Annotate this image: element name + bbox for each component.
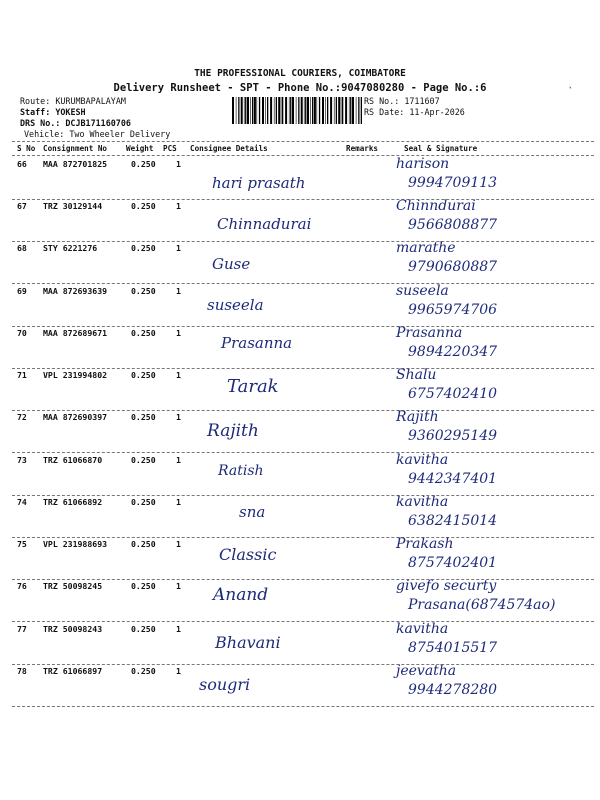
row-consignment-no: TRZ 61066897 bbox=[43, 666, 103, 676]
col-consignee: Consignee Details bbox=[190, 144, 268, 153]
drs-label: DRS No.: bbox=[20, 118, 61, 128]
row-consignee-handwritten: Chinnadurai bbox=[217, 215, 312, 233]
table-row bbox=[0, 367, 600, 412]
row-sno: 75 bbox=[17, 539, 27, 549]
row-pcs: 1 bbox=[176, 370, 181, 380]
row-weight: 0.250 bbox=[131, 624, 156, 634]
vehicle-label: Vehicle: bbox=[24, 129, 65, 139]
row-signature-phone: 9894220347 bbox=[408, 344, 498, 360]
row-signature-phone: 9790680887 bbox=[408, 259, 498, 275]
row-consignee-handwritten: Guse bbox=[212, 255, 251, 273]
row-divider bbox=[12, 452, 594, 453]
row-pcs: 1 bbox=[176, 201, 181, 211]
table-row bbox=[0, 578, 600, 623]
row-pcs: 1 bbox=[176, 412, 181, 422]
company-title: THE PROFESSIONAL COURIERS, COIMBATORE bbox=[194, 68, 406, 79]
row-divider bbox=[12, 326, 594, 327]
row-signature-name: kavitha bbox=[396, 494, 449, 510]
barcode-bar bbox=[338, 97, 340, 124]
barcode-bar bbox=[254, 97, 256, 124]
row-sno: 76 bbox=[17, 581, 27, 591]
barcode-bar bbox=[289, 97, 290, 124]
row-divider bbox=[12, 664, 594, 665]
barcode-bar bbox=[312, 97, 313, 124]
row-sno: 74 bbox=[17, 497, 27, 507]
barcode-bar bbox=[262, 97, 264, 124]
row-signature-name: harison bbox=[396, 156, 450, 172]
header-top-divider bbox=[12, 141, 594, 142]
rs-date-label: RS Date: bbox=[364, 107, 405, 117]
row-weight: 0.250 bbox=[131, 201, 156, 211]
row-pcs: 1 bbox=[176, 666, 181, 676]
barcode-bar bbox=[301, 97, 303, 124]
row-consignment-no: MAA 872693639 bbox=[43, 286, 108, 296]
row-signature-name: kavitha bbox=[396, 621, 449, 637]
row-sno: 70 bbox=[17, 328, 27, 338]
row-divider bbox=[12, 706, 594, 707]
row-consignment-no: TRZ 61066870 bbox=[43, 455, 103, 465]
barcode-bar bbox=[296, 97, 297, 124]
barcode-bar bbox=[285, 97, 287, 124]
barcode-bar bbox=[319, 97, 320, 124]
row-signature-name: Chinndurai bbox=[396, 198, 476, 214]
row-signature-name: Prasanna bbox=[396, 325, 463, 341]
rs-date-value: 11-Apr-2026 bbox=[409, 107, 465, 117]
row-divider bbox=[12, 283, 594, 284]
table-row bbox=[0, 621, 600, 666]
row-sno: 77 bbox=[17, 624, 27, 634]
route-value: KURUMBAPALAYAM bbox=[55, 96, 126, 106]
staff-value: YOKESH bbox=[55, 107, 86, 117]
barcode-bar bbox=[247, 97, 249, 124]
row-sno: 67 bbox=[17, 201, 27, 211]
staff-label: Staff: bbox=[20, 107, 51, 117]
row-signature-name: Rajith bbox=[396, 409, 439, 425]
row-consignee-handwritten: Classic bbox=[219, 545, 277, 564]
row-divider bbox=[12, 410, 594, 411]
row-signature-phone: 9442347401 bbox=[408, 471, 498, 487]
row-sno: 66 bbox=[17, 159, 27, 169]
barcode-bar bbox=[349, 97, 350, 124]
barcode-bar bbox=[322, 97, 324, 124]
barcode-bar bbox=[352, 97, 354, 124]
row-signature-phone: 6382415014 bbox=[408, 513, 498, 529]
vehicle-value: Two Wheeler Delivery bbox=[69, 129, 171, 139]
row-signature-phone: 6757402410 bbox=[408, 386, 498, 402]
row-consignment-no: VPL 231994802 bbox=[43, 370, 108, 380]
barcode-bar bbox=[257, 97, 258, 124]
barcode-bar bbox=[310, 97, 311, 124]
table-row bbox=[0, 494, 600, 539]
col-remarks: Remarks bbox=[346, 144, 379, 153]
barcode-bar bbox=[336, 97, 337, 124]
row-pcs: 1 bbox=[176, 455, 181, 465]
barcode-bar bbox=[282, 97, 283, 124]
col-consignment: Consignment No bbox=[43, 144, 108, 153]
barcode-bar bbox=[245, 97, 246, 124]
rs-no-line bbox=[364, 96, 440, 107]
row-signature-name: Shalu bbox=[396, 367, 437, 383]
table-row bbox=[0, 156, 600, 201]
barcode-bar bbox=[342, 97, 343, 124]
row-sno: 73 bbox=[17, 455, 27, 465]
row-signature-name: givefo securty bbox=[396, 578, 497, 594]
row-signature-name: marathe bbox=[396, 240, 456, 256]
row-consignee-handwritten: Tarak bbox=[227, 376, 279, 397]
barcode-bar bbox=[314, 97, 316, 124]
barcode-bar bbox=[244, 97, 245, 124]
row-signature-name: suseela bbox=[396, 283, 449, 299]
row-pcs: 1 bbox=[176, 328, 181, 338]
row-sno: 78 bbox=[17, 666, 27, 676]
barcode-bar bbox=[298, 97, 299, 124]
col-weight: Weight bbox=[126, 144, 154, 153]
table-row bbox=[0, 325, 600, 370]
row-divider bbox=[12, 495, 594, 496]
row-weight: 0.250 bbox=[131, 539, 156, 549]
barcode-bar bbox=[345, 97, 347, 124]
barcode-bar bbox=[290, 97, 291, 124]
row-signature-phone: 9566808877 bbox=[408, 217, 498, 233]
row-consignment-no: TRZ 50098243 bbox=[43, 624, 103, 634]
barcode-bar bbox=[304, 97, 305, 124]
barcode-bar bbox=[270, 97, 272, 124]
row-signature-phone: 9994709113 bbox=[408, 175, 498, 191]
row-consignee-handwritten: Rajith bbox=[207, 421, 259, 441]
table-row bbox=[0, 536, 600, 581]
barcode-bar bbox=[356, 97, 357, 124]
row-consignment-no: MAA 872689671 bbox=[43, 328, 108, 338]
barcode-bar bbox=[281, 97, 282, 124]
row-consignee-handwritten: hari prasath bbox=[212, 174, 306, 192]
row-consignment-no: TRZ 61066892 bbox=[43, 497, 103, 507]
row-pcs: 1 bbox=[176, 159, 181, 169]
row-pcs: 1 bbox=[176, 624, 181, 634]
row-consignment-no: MAA 872690397 bbox=[43, 412, 108, 422]
row-pcs: 1 bbox=[176, 243, 181, 253]
row-signature-name: kavitha bbox=[396, 452, 449, 468]
row-weight: 0.250 bbox=[131, 412, 156, 422]
barcode-bar bbox=[278, 97, 280, 124]
row-signature-phone: 8757402401 bbox=[408, 555, 498, 571]
row-weight: 0.250 bbox=[131, 328, 156, 338]
rs-date-line bbox=[364, 107, 465, 118]
row-divider bbox=[12, 368, 594, 369]
route-label: Route: bbox=[20, 96, 51, 106]
table-row bbox=[0, 240, 600, 285]
row-pcs: 1 bbox=[176, 286, 181, 296]
row-pcs: 1 bbox=[176, 539, 181, 549]
barcode-bar bbox=[232, 97, 234, 124]
row-divider bbox=[12, 621, 594, 622]
table-header bbox=[0, 144, 600, 155]
row-sno: 71 bbox=[17, 370, 27, 380]
col-seal: Seal & Signature bbox=[404, 144, 478, 153]
barcode bbox=[232, 97, 362, 124]
barcode-bar bbox=[334, 97, 335, 124]
barcode-bar bbox=[252, 97, 253, 124]
header-bottom-divider bbox=[12, 155, 594, 156]
barcode-bar bbox=[238, 97, 239, 124]
row-consignee-handwritten: Ratish bbox=[218, 463, 264, 479]
row-pcs: 1 bbox=[176, 497, 181, 507]
row-consignee-handwritten: sougri bbox=[199, 675, 251, 694]
table-row bbox=[0, 198, 600, 243]
col-sno: S No bbox=[17, 144, 36, 153]
rs-no-value: 1711607 bbox=[404, 96, 440, 106]
row-signature-phone: 8754015517 bbox=[408, 640, 498, 656]
barcode-bar bbox=[307, 97, 309, 124]
row-weight: 0.250 bbox=[131, 370, 156, 380]
barcode-bar bbox=[250, 97, 251, 124]
barcode-bar bbox=[267, 97, 268, 124]
barcode-bar bbox=[325, 97, 326, 124]
drs-line bbox=[20, 118, 131, 129]
row-pcs: 1 bbox=[176, 581, 181, 591]
row-signature-name: jeevatha bbox=[396, 663, 457, 679]
row-sno: 68 bbox=[17, 243, 27, 253]
row-consignee-handwritten: Anand bbox=[213, 585, 269, 605]
barcode-bar bbox=[317, 97, 318, 124]
row-weight: 0.250 bbox=[131, 159, 156, 169]
drs-value: DCJB171160706 bbox=[65, 118, 131, 128]
row-consignment-no: VPL 231988693 bbox=[43, 539, 108, 549]
row-consignment-no: MAA 872701825 bbox=[43, 159, 108, 169]
table-row bbox=[0, 409, 600, 454]
row-consignment-no: TRZ 30129144 bbox=[43, 201, 103, 211]
row-weight: 0.250 bbox=[131, 455, 156, 465]
barcode-bar bbox=[361, 97, 362, 124]
row-weight: 0.250 bbox=[131, 497, 156, 507]
barcode-bar bbox=[259, 97, 260, 124]
barcode-bar bbox=[274, 97, 275, 124]
row-consignment-no: TRZ 50098245 bbox=[43, 581, 103, 591]
barcode-bar bbox=[265, 97, 266, 124]
barcode-bar bbox=[241, 97, 243, 124]
table-row bbox=[0, 663, 600, 708]
row-sno: 72 bbox=[17, 412, 27, 422]
row-consignee-handwritten: Prasanna bbox=[221, 334, 293, 352]
barcode-bar bbox=[292, 97, 294, 124]
row-weight: 0.250 bbox=[131, 243, 156, 253]
barcode-bar bbox=[341, 97, 342, 124]
row-weight: 0.250 bbox=[131, 286, 156, 296]
table-row bbox=[0, 452, 600, 497]
barcode-bar bbox=[358, 97, 359, 124]
row-divider bbox=[12, 537, 594, 538]
row-divider bbox=[12, 199, 594, 200]
barcode-bar bbox=[327, 97, 328, 124]
row-weight: 0.250 bbox=[131, 666, 156, 676]
barcode-bar bbox=[330, 97, 332, 124]
row-signature-phone: Prasana(6874574ao) bbox=[408, 597, 556, 613]
barcode-bar bbox=[276, 97, 277, 124]
row-consignee-handwritten: Bhavani bbox=[215, 633, 281, 652]
barcode-bar bbox=[305, 97, 306, 124]
vehicle-line bbox=[24, 129, 170, 140]
row-weight: 0.250 bbox=[131, 581, 156, 591]
row-sno: 69 bbox=[17, 286, 27, 296]
row-divider bbox=[12, 241, 594, 242]
row-consignee-handwritten: suseela bbox=[207, 296, 264, 314]
row-signature-phone: 9360295149 bbox=[408, 428, 498, 444]
table-row bbox=[0, 283, 600, 328]
row-consignee-handwritten: sna bbox=[239, 503, 266, 521]
row-signature-phone: 9965974706 bbox=[408, 302, 498, 318]
rs-no-label: RS No.: bbox=[364, 96, 400, 106]
barcode-bar bbox=[236, 97, 237, 124]
row-signature-phone: 9944278280 bbox=[408, 682, 498, 698]
row-divider bbox=[12, 579, 594, 580]
row-signature-name: Prakash bbox=[396, 536, 454, 552]
col-pcs: PCS bbox=[163, 144, 177, 153]
tick-mark: ` bbox=[568, 87, 574, 97]
runsheet-subtitle: Delivery Runsheet - SPT - Phone No.:9047080280 - Page No.:6 bbox=[113, 82, 487, 94]
route-line bbox=[20, 96, 126, 107]
row-consignment-no: STY 6221276 bbox=[43, 243, 98, 253]
staff-line bbox=[20, 107, 86, 118]
barcode-bar bbox=[350, 97, 351, 124]
